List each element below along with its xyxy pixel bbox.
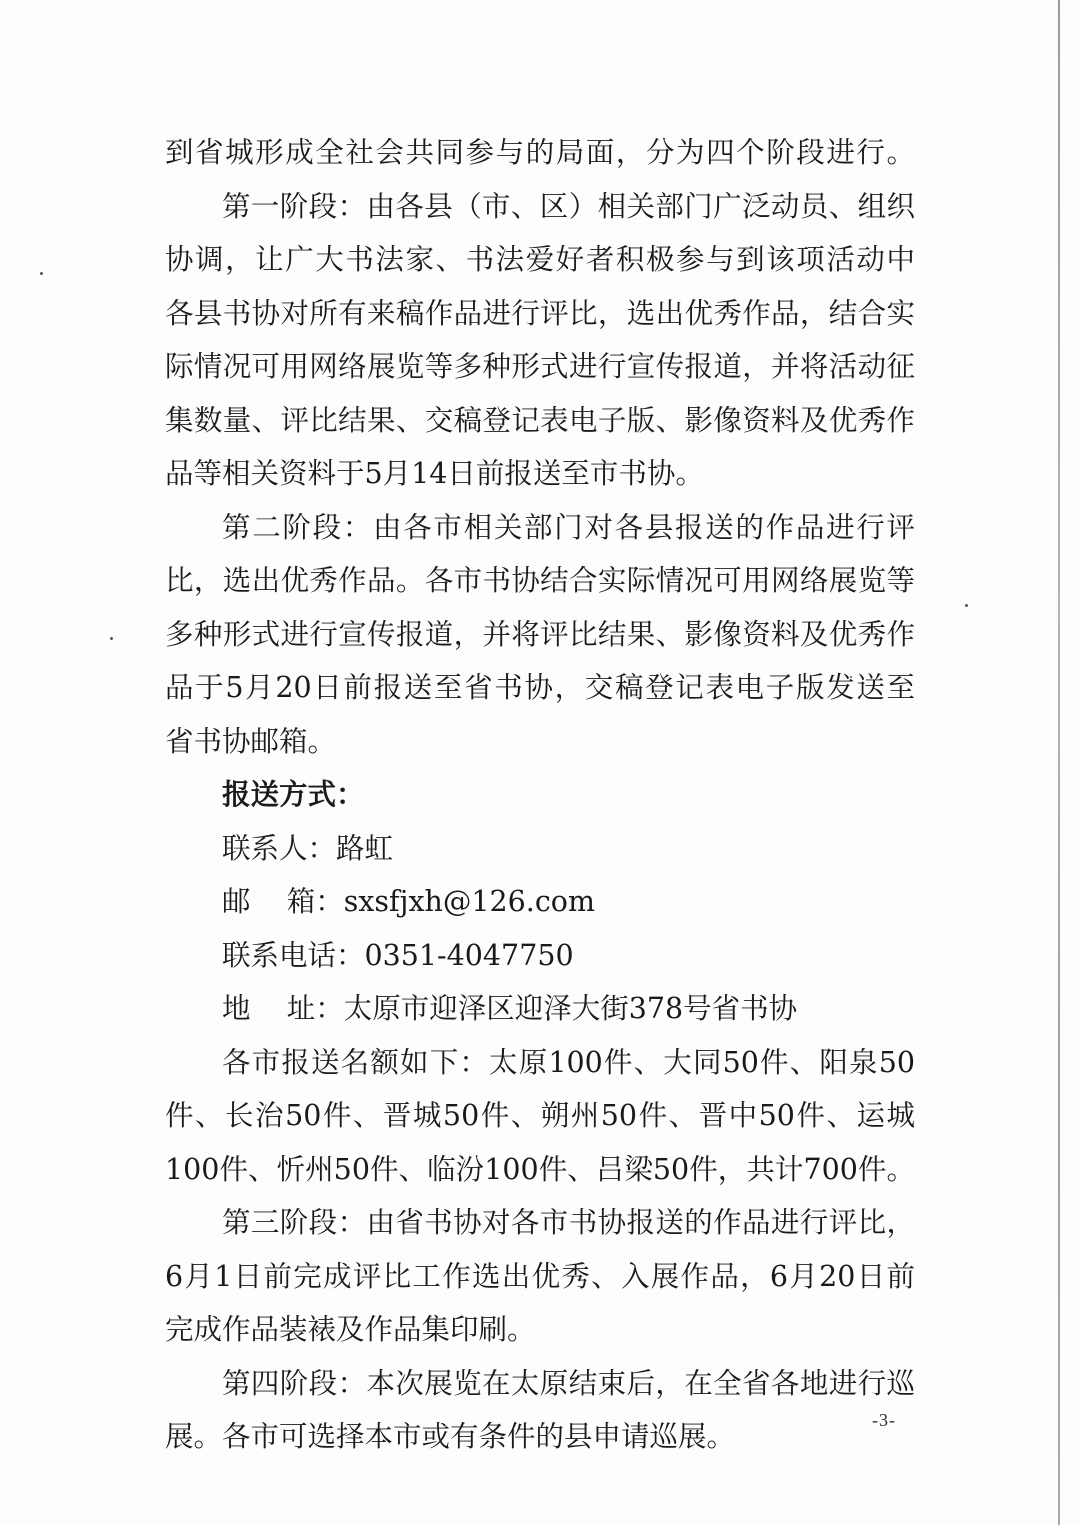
- text-line: 件、长治50件、晋城50件、朔州50件、晋中50件、运城: [165, 1099, 915, 1132]
- text-line: 集数量、评比结果、交稿登记表电子版、影像资料及优秀作: [165, 403, 915, 437]
- text-line: 第三阶段：由省书协对各市书协报送的作品进行评比，: [222, 1206, 915, 1239]
- text-line: 省书协邮箱。: [165, 724, 337, 758]
- scan-speck: [40, 272, 43, 275]
- contact-address: 地 址：太原市迎泽区迎泽大街378号省书协: [222, 992, 798, 1025]
- page-number: -3-: [872, 1410, 896, 1430]
- text-line: 协调，让广大书法家、书法爱好者积极参与到该项活动中: [165, 243, 915, 276]
- text-line: 第一阶段：由各县（市、区）相关部门广泛动员、组织: [222, 189, 915, 223]
- text-line: 100件、忻州50件、临汾100件、吕梁50件，共计700件。: [165, 1152, 915, 1186]
- text-line: 品等相关资料于5月14日前报送至市书协。: [165, 457, 704, 490]
- text-line: 到省城形成全社会共同参与的局面，分为四个阶段进行。: [165, 136, 915, 169]
- text-line: 品于5月20日前报送至省书协，交稿登记表电子版发送至: [165, 671, 915, 704]
- text-line: 第四阶段：本次展览在太原结束后，在全省各地进行巡: [222, 1366, 915, 1400]
- contact-phone: 联系电话：0351-4047750: [222, 938, 574, 972]
- contact-person: 联系人：路虹: [222, 831, 394, 865]
- text-line: 完成作品装裱及作品集印刷。: [165, 1313, 536, 1346]
- scan-speck: [965, 604, 968, 607]
- section-heading: 报送方式：: [222, 778, 365, 811]
- contact-email: 邮 箱：sxsfjxh@126.com: [222, 885, 595, 918]
- scan-edge-line: [1058, 0, 1060, 1525]
- text-line: 第二阶段：由各市相关部门对各县报送的作品进行评: [222, 510, 915, 544]
- text-line: 各县书协对所有来稿作品进行评比，选出优秀作品，结合实: [165, 296, 915, 330]
- text-line: 比，选出优秀作品。各市书协结合实际情况可用网络展览等: [165, 564, 915, 597]
- text-line: 6月1日前完成评比工作选出优秀、入展作品，6月20日前: [165, 1259, 915, 1293]
- text-line: 各市报送名额如下：太原100件、大同50件、阳泉50: [222, 1045, 915, 1079]
- text-line: 展。各市可选择本市或有条件的县申请巡展。: [165, 1420, 736, 1453]
- text-line: 多种形式进行宣传报道，并将评比结果、影像资料及优秀作: [165, 617, 915, 651]
- text-line: 际情况可用网络展览等多种形式进行宣传报道，并将活动征: [165, 350, 915, 383]
- document-body: [165, 126, 915, 1464]
- scan-speck: [110, 637, 113, 640]
